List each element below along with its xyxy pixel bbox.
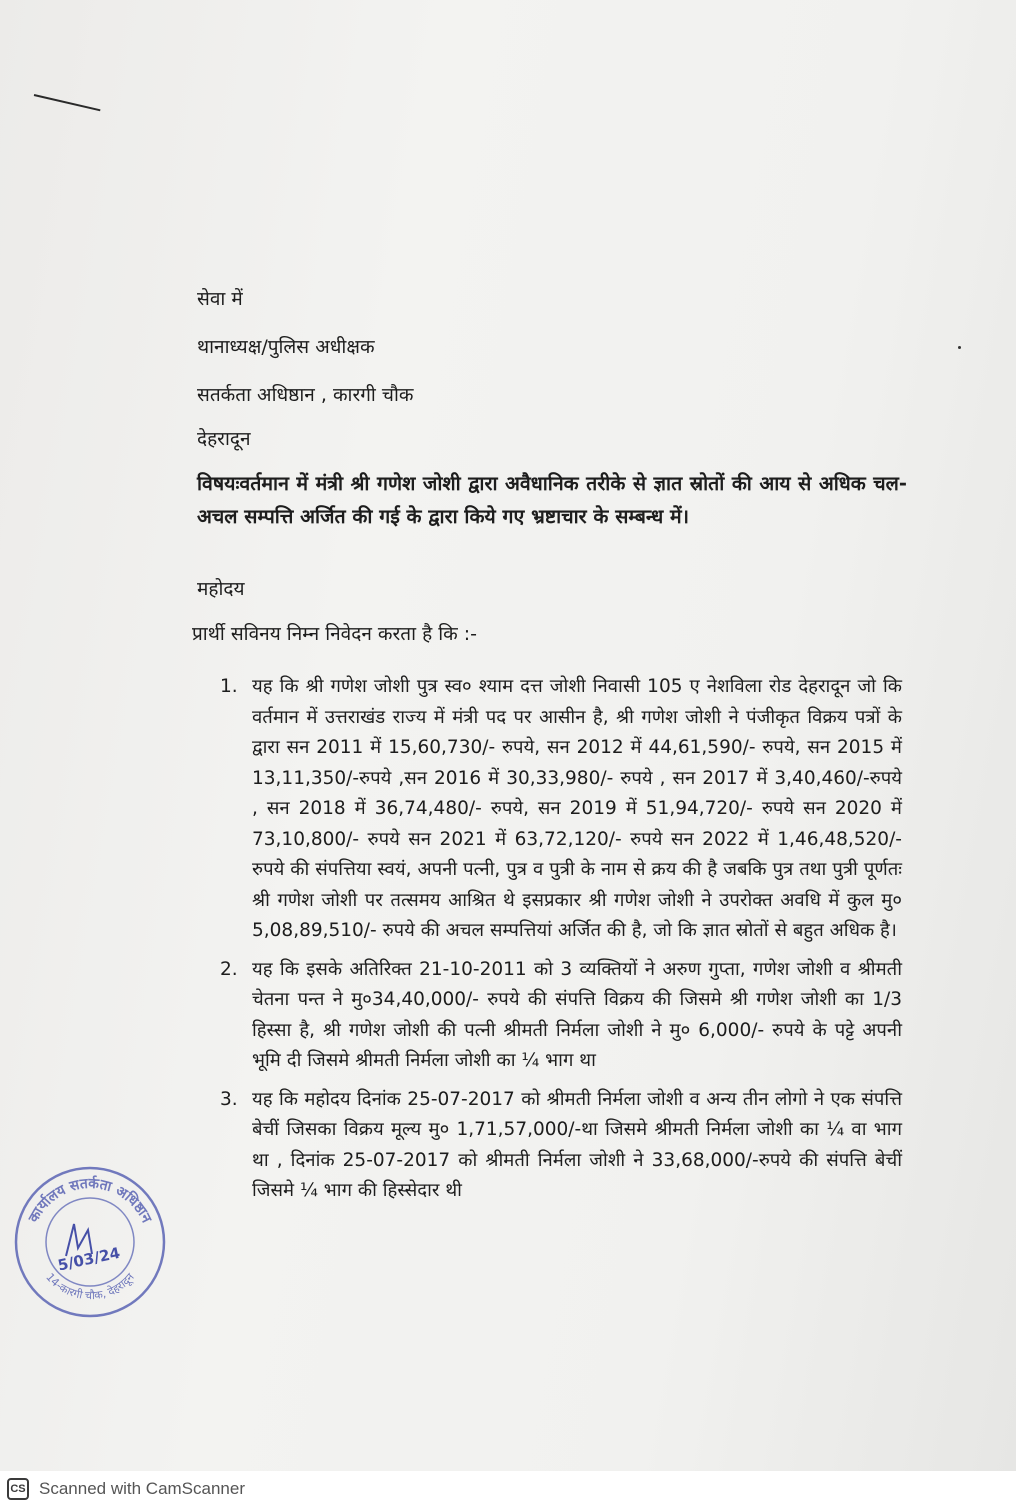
point-number: 1. bbox=[220, 676, 238, 697]
camscanner-footer bbox=[0, 1471, 1016, 1509]
address-line-1: सेवा में bbox=[197, 288, 243, 310]
camscanner-label: Scanned with CamScanner bbox=[39, 1479, 246, 1498]
office-received-stamp bbox=[10, 1160, 170, 1320]
address-line-4: देहरादून bbox=[197, 428, 251, 450]
intro-line: प्रार्थी सविनय निम्न निवेदन करता है कि :- bbox=[192, 623, 478, 645]
point-text: यह कि महोदय दिनांक 25-07-2017 को श्रीमती निर्मला जोशी व अन्य तीन लोगो ने एक संपत्ति बेचीं जिसका विक्रय मूल्य मु० 1,71,57,000/-था जिसमे श्रीमती निर्मला जोशी का ¼ वा भाग था , दिनांक 25-07-2017 को श्रीमती निर्मला जोशी ने 33,68,000/-रुपये की संपत्ति बेचीं जिसमे ¼ भाग की हिस्सेदार थी bbox=[252, 1088, 902, 1201]
complaint-point-3 bbox=[212, 1085, 902, 1207]
address-line-3: सतर्कता अधिष्ठान , कारगी चौक bbox=[197, 384, 414, 406]
ink-speck bbox=[958, 346, 961, 349]
camscanner-logo-icon: CS bbox=[7, 1478, 29, 1500]
complaint-point-1 bbox=[212, 672, 902, 947]
letter-subject: विषयःवर्तमान में मंत्री श्री गणेश जोशी द्वारा अवैधानिक तरीके से ज्ञात स्रोतों की आय से अधिक चल-अचल सम्पत्ति अर्जित की गई के द्वारा किये गए भ्रष्टाचार के सम्बन्ध में। bbox=[197, 472, 907, 528]
point-text: यह कि श्री गणेश जोशी पुत्र स्व० श्याम दत्त जोशी निवासी 105 ए नेशविला रोड देहरादून जो कि वर्तमान में उत्तराखंड राज्य में मंत्री पद पर आसीन है, श्री गणेश जोशी ने पंजीकृत विक्रय पत्रों के द्वारा सन 2011 में 15,60,730/- रुपये, सन 2012 में 44,61,590/- रुपये, सन 2015 में 13,11,350/-रुपये ,सन 2016 में 30,33,980/- रुपये , सन 2017 में 3,40,460/-रुपये , सन 2018 में 36,74,480/- रुपये, सन 2019 में 51,94,720/- रुपये सन 2020 में 73,10,800/- रुपये सन 2021 में 63,72,120/- रुपये सन 2022 में 1,46,48,520/- रुपये की संपत्तिया स्वयं, अपनी पत्नी, पुत्र व पुत्री के नाम से क्रय की है जबकि पुत्र तथा पुत्री पूर्णतः श्री गणेश जोशी पर तत्समय आश्रित थे इसप्रकार श्री गणेश जोशी ने उपरोक्त अवधि में कुल मु० 5,08,89,510/- रुपये की अचल सम्पत्तियां अर्जित की है, जो कि ज्ञात स्रोतों से बहुत अधिक है। bbox=[252, 676, 902, 941]
point-number: 2. bbox=[220, 958, 238, 980]
complaint-point-2 bbox=[212, 955, 902, 1077]
stamp-bottom-text: 14-कारगी चौक, देहरादून bbox=[43, 1270, 137, 1303]
stamp-handwritten-date: 5/03/24 bbox=[56, 1243, 122, 1275]
complaint-points-list bbox=[212, 672, 902, 1215]
point-text: यह कि इसके अतिरिक्त 21-10-2011 को 3 व्यक्तियों ने अरुण गुप्ता, गणेश जोशी व श्रीमती चेतना पन्त ने मु०34,40,000/- रुपये की संपत्ति विक्रय की जिसमे श्री गणेश जोशी का 1/3 हिस्सा है, श्री गणेश जोशी की पत्नी श्रीमती निर्मला जोशी ने मु० 6,000/- रुपये के पट्टे अपनी भूमि दी जिसमे श्रीमती निर्मला जोशी का ¼ भाग था bbox=[252, 958, 902, 1071]
pen-stroke-mark bbox=[34, 94, 101, 111]
point-number: 3. bbox=[220, 1088, 238, 1110]
address-line-2: थानाध्यक्ष/पुलिस अधीक्षक bbox=[197, 336, 375, 358]
salutation: महोदय bbox=[197, 578, 245, 600]
stamp-top-text: कार्यालय सतर्कता अधिष्ठान bbox=[25, 1175, 155, 1226]
